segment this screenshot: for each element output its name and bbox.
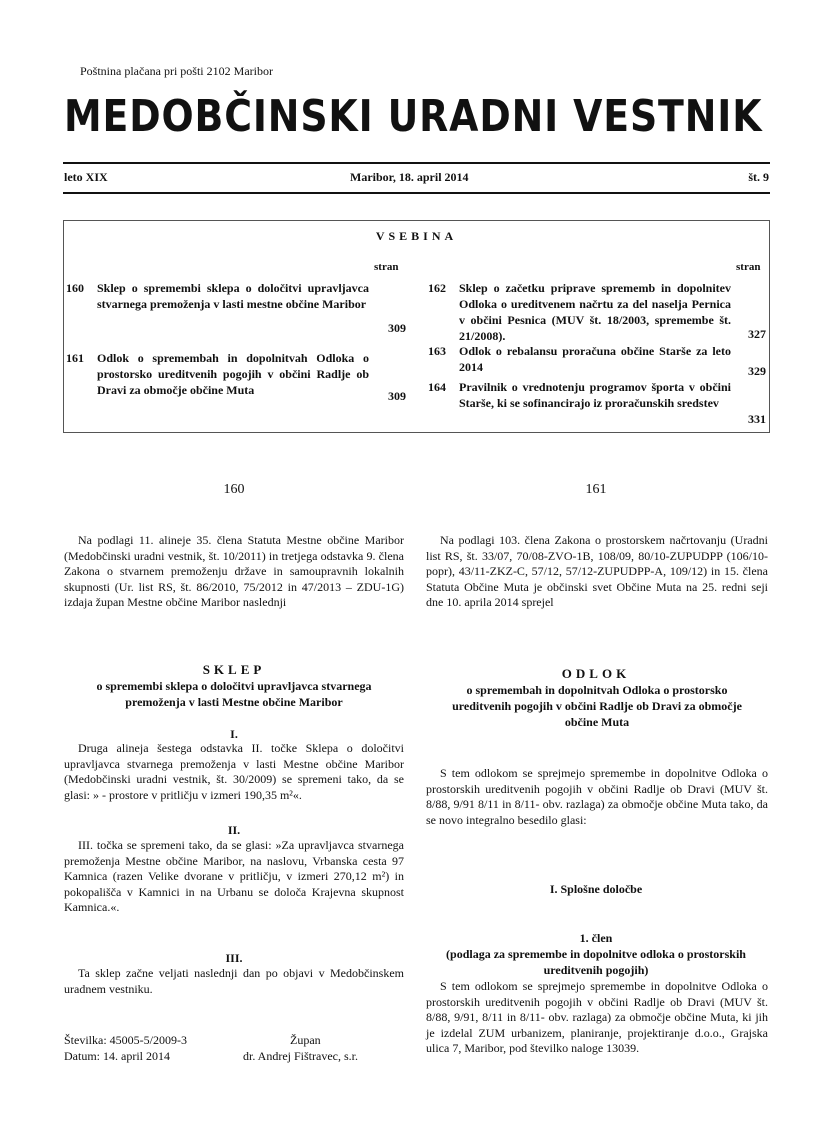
toc-entry-page: 327 (748, 327, 766, 341)
left-intro: Na podlagi 11. alineje 35. člena Statuta Mestne občine Maribor (Medobčinski uradni vestnik, št. 10/2011) in tretjega odstavka 9. člena Zakona o stvarnem premoženju države in samoupravnih lokalnih skupnosti (Ur. list RS, št. 86/2010, 75/2012 in 47/2013 – ZDU-1G) izdaja župan Mestne občine Maribor naslednji (64, 533, 404, 609)
toc-page-label-right: stran (736, 261, 761, 273)
header-rule-top (63, 162, 770, 164)
left-signatory-name: dr. Andrej Fištravec, s.r. (243, 1049, 358, 1063)
issue-number: št. 9 (748, 170, 769, 184)
left-section-2: II. (227, 823, 241, 837)
left-section-2-text: III. točka se spremeni tako, da se glasi: »Za upravljavca stvarnega premoženja Mestne občine Maribor, na naslovu, Vrbanska cesta 97 Kamnica (razen Velike dvorane v pritličju, v izmeri 270,12 m²) in pokopališča v Kamnici in na Urbanu se določa Krajevna skupnost Kamnica.«. (64, 838, 404, 914)
right-doc-type: ODLOK (561, 666, 631, 681)
toc-entry[interactable] (428, 343, 766, 383)
issue-year: leto XIX (64, 170, 108, 184)
toc-entry-number: 163 (428, 344, 446, 358)
masthead-title: MEDOBČINSKI URADNI VESTNIK (64, 91, 763, 142)
left-section-1: I. (230, 727, 238, 741)
toc-entry-text: Odlok o rebalansu proračuna občine Starše za leto 2014 (459, 344, 731, 374)
right-article-1-title: (podlaga za spremembe in dopolnitve odloka o prostorskih ureditvenih pogojih) (446, 947, 746, 977)
toc-entry-page: 331 (748, 412, 766, 426)
right-intro: Na podlagi 103. člena Zakona o prostorskem načrtovanju (Uradni list RS, št. 33/07, 70/08-ZVO-1B, 108/09, 80/10-ZUPUDPP (106/10-popr), 43/11-ZKZ-C, 57/12, 57/12-ZUPUDPP-A, 109/12) in 15. člena Statuta Občine Muta je občinski svet Občine Muta na 25. redni seji dne 10. aprila 2014 sprejel (426, 533, 768, 609)
issue-place-date: Maribor, 18. april 2014 (350, 170, 469, 184)
right-chapter-heading: I. Splošne določbe (549, 882, 643, 896)
toc-entry-text: Sklep o začetku priprave sprememb in dopolnitev Odloka o ureditvenem načrtu za del naselja Pernica v občini Pesnica (MUV št. 18/2003, spremembe št. 21/2008). (459, 281, 731, 343)
toc-entry-number: 162 (428, 281, 446, 295)
toc-title: VSEBINA (375, 229, 458, 243)
toc-entry-number: 160 (66, 281, 84, 295)
toc-entry[interactable] (66, 280, 406, 335)
header-rule-bottom (63, 192, 770, 194)
toc-entry-page: 329 (748, 364, 766, 378)
postnina-note: Poštnina plačana pri pošti 2102 Maribor (80, 64, 273, 78)
toc-page-label-left: stran (374, 261, 399, 273)
toc-entry-text: Odlok o spremembah in dopolnitvah Odloka o prostorsko ureditvenih pogojih v občini Radlje ob Dravi za območje občine Muta (97, 351, 369, 397)
document-number-160: 160 (223, 482, 245, 497)
right-paragraph-1: S tem odlokom se sprejmejo spremembe in dopolnitve Odloka o prostorskih ureditvenih pogojih v občini Radlje ob Dravi (MUV št. 8/88, 9/91 8/11 in 8/11- obv. razlaga) za območje občine Muta tako, da se novo integralno besedilo glasi: (426, 766, 768, 827)
toc-entry[interactable] (428, 379, 766, 429)
right-doc-title: o spremembah in dopolnitvah Odloka o prostorsko ureditvenih pogojih v občini Radlje ob Dravi za območje občine Muta (452, 683, 742, 729)
left-section-3-text: Ta sklep začne veljati naslednji dan po objavi v Medobčinskem uradnem vestniku. (64, 966, 404, 996)
toc-entry-page: 309 (388, 321, 406, 335)
right-article-1: 1. člen (579, 931, 613, 945)
toc-entry-text: Sklep o spremembi sklepa o določitvi upravljavca stvarnega premoženja v lasti mestne občine Maribor (97, 281, 369, 311)
left-section-3: III. (225, 951, 243, 965)
toc-entry-text: Pravilnik o vrednotenju programov športa v občini Starše, ki se sofinancirajo iz proračunskih sredstev (459, 380, 731, 410)
toc-entry[interactable] (66, 350, 406, 402)
toc-entry-number: 164 (428, 380, 446, 394)
left-doc-type: SKLEP (202, 662, 266, 677)
toc-entry[interactable] (428, 280, 766, 344)
document-number-161: 161 (585, 482, 607, 497)
toc-entry-number: 161 (66, 351, 84, 365)
left-doc-date: Datum: 14. april 2014 (64, 1049, 170, 1063)
left-section-1-text: Druga alineja šestega odstavka II. točke Sklepa o določitvi upravljavca stvarnega premoženja v lasti Mestne občine Maribor (Medobčinski uradni vestnik, št. 30/2009) se spremeni tako, da se glasi: » - prostore v pritličju v izmeri 190,35 m²«. (64, 741, 404, 802)
table-of-contents (63, 220, 770, 433)
right-article-1-text: S tem odlokom se sprejmejo spremembe in dopolnitve Odloka o prostorskih ureditvenih pogojih v občini Radlje ob Dravi (MUV št. 8/88, 9/91, 8/11 in 8/11- obv. razlaga) za območje občine Muta, ki jih je izdelal ZUM urbanizem, planiranje, projektiranje d.o.o., Grajska ulica 7, Maribor, pod številko naloge 13039. (426, 979, 768, 1055)
left-doc-number: Številka: 45005-5/2009-3 (64, 1033, 187, 1047)
toc-entry-page: 309 (388, 389, 406, 403)
left-doc-title: o spremembi sklepa o določitvi upravljavca stvarnega premoženja v lasti Mestne občine Maribor (96, 679, 372, 709)
left-signatory-role: Župan (290, 1033, 321, 1047)
